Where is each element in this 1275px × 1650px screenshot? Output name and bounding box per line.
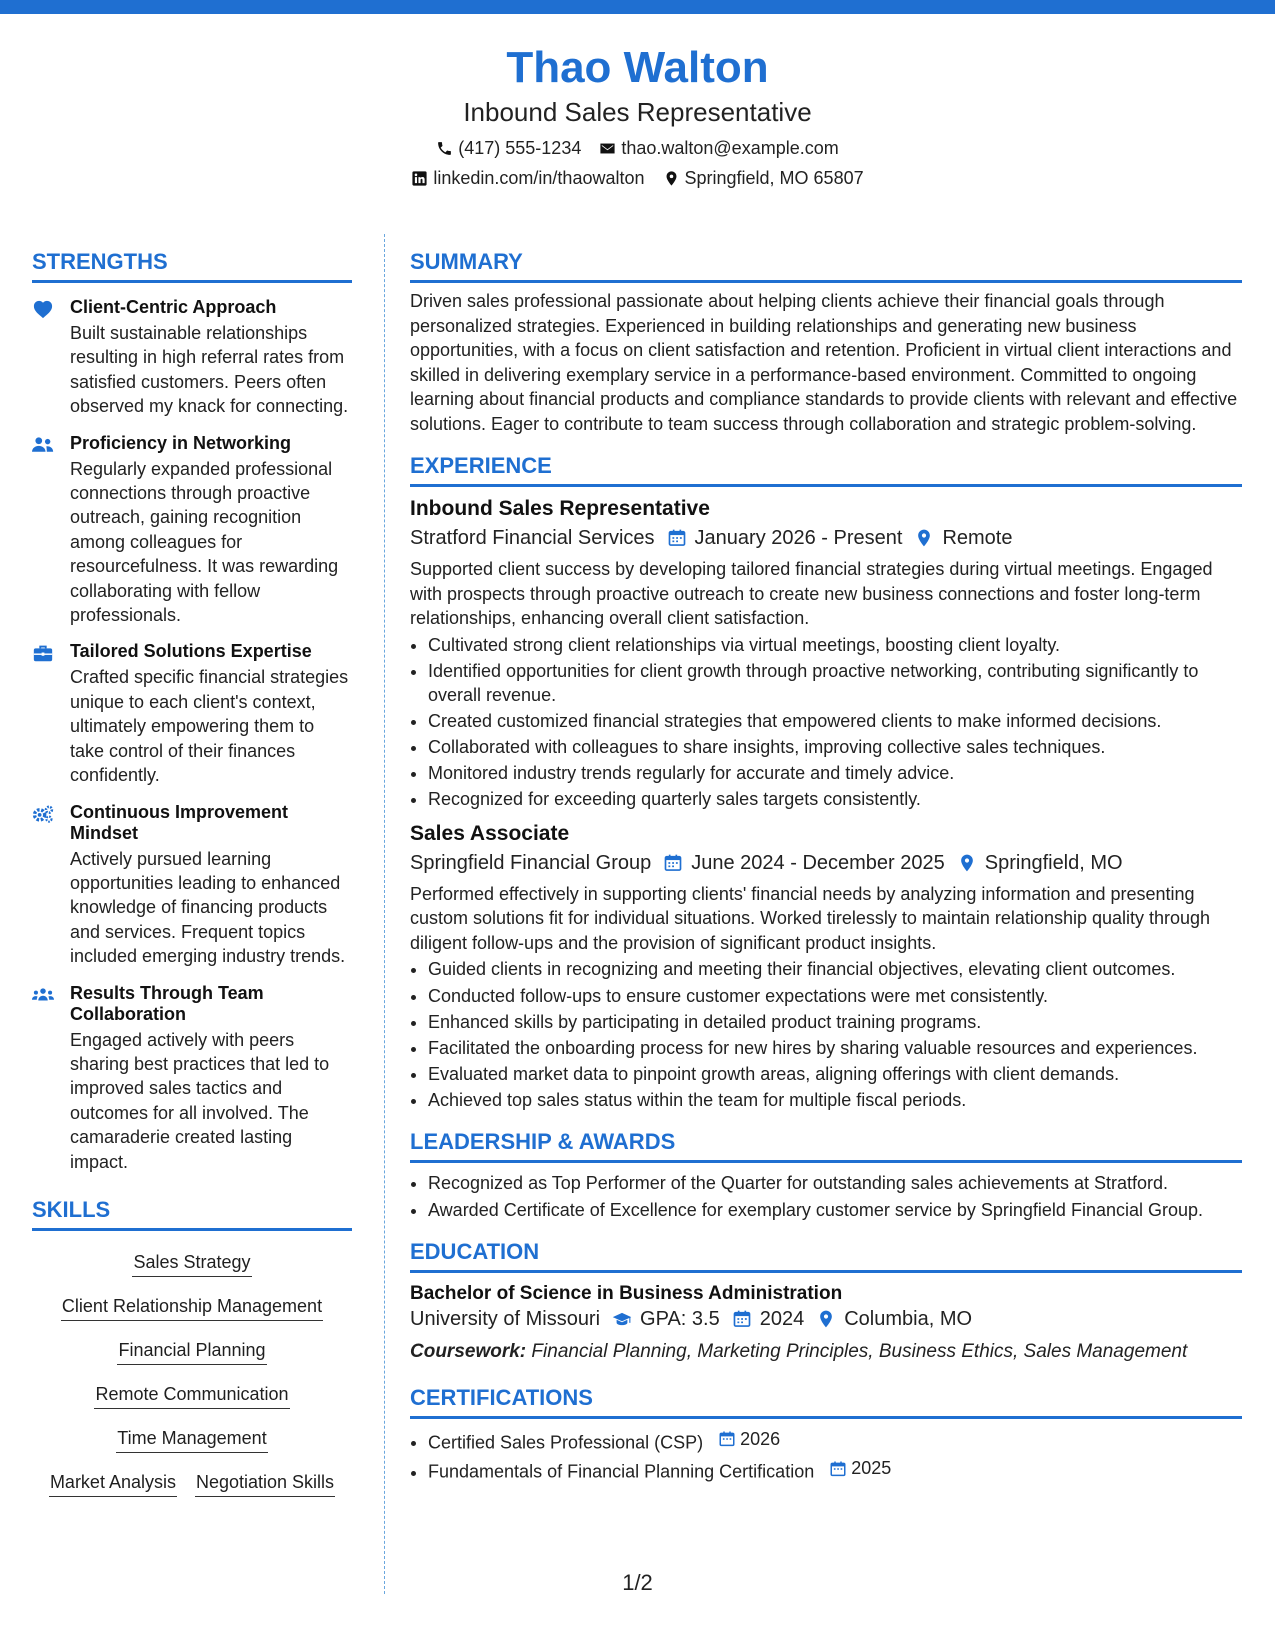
column-divider	[384, 234, 385, 1594]
certification-name: Fundamentals of Financial Planning Certification	[428, 1461, 815, 1482]
job-location: Remote	[942, 527, 1013, 549]
graduation-cap-icon	[612, 1309, 632, 1329]
coursework	[410, 1338, 1242, 1366]
skill-tag: Remote Communication	[94, 1382, 289, 1409]
job-bullet: • Created customized financial strategies that empowered clients to make informed decisions.	[428, 709, 1242, 734]
coursework-text: Financial Planning, Marketing Principles, Business Ethics, Sales Management	[531, 1341, 1188, 1363]
users-icon	[32, 435, 54, 455]
summary-text: Driven sales professional passionate about helping clients achieve their financial goals through personalized strategies. Experienced in building relationships and generating new business opportunities, with a focus on client satisfaction and retention. Proficient in virtual client interactions and skilled in delivering exemplary service in a performance-based environment. Committed to ongoing learning about financial products and compliance standards to provide clients with relevant and effective solutions. Eager to contribute to team success through collaboration and strategic problem-solving.	[410, 291, 1238, 434]
job-title: Inbound Sales Representative	[410, 497, 710, 520]
email-text: thao.walton@example.com	[621, 138, 839, 158]
coursework-label: Coursework:	[410, 1341, 527, 1363]
strength-text: Actively pursued learning opportunities leading to enhanced knowledge of financing products and services. Frequent topics included emerging industry trends.	[70, 848, 346, 967]
calendar-icon	[663, 853, 683, 873]
calendar-icon	[732, 1309, 752, 1329]
gears-icon	[32, 804, 54, 824]
candidate-role: Inbound Sales Representative	[463, 97, 812, 127]
job-location: Springfield, MO	[984, 851, 1123, 874]
experience-heading: EXPERIENCE	[410, 452, 1242, 487]
job-bullet: • Recognized for exceeding quarterly sales targets consistently.	[428, 787, 1242, 812]
company-name: Springfield Financial Group	[410, 851, 652, 874]
job-bullets	[410, 633, 1242, 812]
school-location: Columbia, MO	[844, 1308, 973, 1331]
phone-item	[436, 136, 581, 160]
skill-tag: Client Relationship Management	[61, 1294, 323, 1321]
certifications-list	[410, 1427, 1242, 1484]
phone-icon	[436, 140, 453, 157]
certification-name: Certified Sales Professional (CSP)	[428, 1432, 704, 1453]
summary-heading: SUMMARY	[410, 248, 1242, 283]
top-accent-bar	[0, 0, 1275, 14]
gpa-text: GPA: 3.5	[640, 1308, 720, 1331]
strength-item	[32, 297, 352, 419]
map-pin-icon	[816, 1309, 836, 1329]
certification-year: 2025	[851, 1458, 892, 1479]
calendar-icon	[667, 528, 687, 548]
graduation-year: 2024	[759, 1308, 805, 1331]
certification-item	[428, 1456, 1242, 1484]
phone-text: (417) 555-1234	[458, 138, 582, 158]
skill-tag: Financial Planning	[117, 1338, 266, 1365]
job-bullet: • Identified opportunities for client growth through proactive networking, contributing significantly to overall revenue.	[428, 659, 1242, 708]
job-description: Performed effectively in supporting clients' financial needs by analyzing information and presenting custom solutions fit for individual situations. Worked tirelessly to maintain relationship quality through diligent follow-ups and the provision of significant product insights.	[410, 883, 1211, 953]
job-bullet: • Evaluated market data to pinpoint growth areas, aligning offerings with client demands.	[428, 1062, 1242, 1087]
strength-title: Continuous Improvement Mindset	[70, 801, 289, 843]
school-name: University of Missouri	[410, 1308, 601, 1331]
strengths-heading: STRENGTHS	[32, 248, 352, 283]
job-title: Sales Associate	[410, 821, 570, 845]
strength-title: Proficiency in Networking	[70, 432, 292, 453]
job-dates: June 2024 - December 2025	[691, 851, 945, 874]
job-meta	[410, 848, 1242, 878]
skill-row	[49, 1461, 335, 1505]
strength-text: Crafted specific financial strategies unique to each client's context, ultimately empowering them to take control of their finances confidently.	[70, 667, 349, 786]
job-bullet: • Cultivated strong client relationships via virtual meetings, boosting client loyalty.	[428, 633, 1242, 658]
certifications-heading: CERTIFICATIONS	[410, 1384, 1242, 1419]
job-bullet: • Monitored industry trends regularly for accurate and timely advice.	[428, 761, 1242, 786]
map-pin-icon	[663, 170, 680, 187]
education-heading: EDUCATION	[410, 1238, 1242, 1273]
strength-title: Client-Centric Approach	[70, 297, 277, 317]
certification-item	[428, 1427, 1242, 1455]
email-item[interactable]	[599, 136, 838, 160]
job-description: Supported client success by developing tailored financial strategies during virtual meetings. Engaged with prospects through proactive outreach to create new business connections and foster long-term relationships, enhancing overall client satisfaction.	[410, 559, 1213, 628]
job-meta	[410, 523, 1242, 553]
strength-title: Results Through Team Collaboration	[70, 982, 264, 1024]
skill-tag: Market Analysis	[49, 1470, 177, 1497]
skill-tag: Negotiation Skills	[195, 1470, 335, 1497]
strength-text: Engaged actively with peers sharing best practices that led to improved sales tactics and outcomes for all involved. The camaraderie created lasting impact.	[70, 1029, 330, 1172]
company-name: Stratford Financial Services	[410, 527, 655, 549]
education-meta	[410, 1304, 1242, 1334]
awards-heading: LEADERSHIP & AWARDS	[410, 1128, 1242, 1163]
job-entry	[410, 820, 1242, 1112]
briefcase-icon	[32, 643, 54, 663]
job-dates: January 2026 - Present	[694, 527, 903, 549]
page-number: 1/2	[622, 1570, 653, 1595]
education-entry	[410, 1283, 1242, 1366]
left-column	[32, 248, 352, 1505]
calendar-icon	[829, 1460, 847, 1478]
location-text: Springfield, MO 65807	[684, 168, 864, 188]
skills-list	[32, 1241, 352, 1505]
award-item: • Recognized as Top Performer of the Quarter for outstanding sales achievements at Stratford.	[428, 1171, 1242, 1196]
candidate-name: Thao Walton	[506, 43, 769, 92]
job-bullet: • Facilitated the onboarding process for new hires by sharing valuable resources and experiences.	[428, 1036, 1242, 1061]
linkedin-item[interactable]	[411, 166, 644, 190]
strength-text: Regularly expanded professional connections through proactive outreach, gaining recognition among colleagues for resourcefulness. It was rewarding collaborating with fellow professionals.	[70, 458, 339, 626]
location-item	[663, 166, 864, 190]
skill-tag: Time Management	[116, 1426, 267, 1453]
job-bullet: • Guided clients in recognizing and meeting their financial objectives, elevating client outcomes.	[428, 957, 1242, 982]
award-item: • Awarded Certificate of Excellence for exemplary customer service by Springfield Financial Group.	[428, 1198, 1242, 1223]
certification-year: 2026	[740, 1429, 781, 1450]
skill-tag: Sales Strategy	[132, 1250, 251, 1277]
strength-text: Built sustainable relationships resulting in high referral rates from satisfied customers. Peers often observed my knack for connecting.	[70, 323, 349, 417]
calendar-icon	[718, 1430, 736, 1448]
job-bullet: • Conducted follow-ups to ensure customer expectations were met consistently.	[428, 984, 1242, 1009]
right-column	[410, 248, 1242, 1486]
map-pin-icon	[914, 528, 934, 548]
linkedin-icon	[411, 170, 428, 187]
map-pin-icon	[957, 853, 977, 873]
envelope-icon	[599, 140, 616, 157]
strength-item	[32, 433, 352, 628]
job-bullet: • Enhanced skills by participating in detailed product training programs.	[428, 1010, 1242, 1035]
contact-row-2	[0, 166, 1275, 190]
resume-header	[0, 42, 1275, 190]
strength-item	[32, 983, 352, 1174]
degree-title: Bachelor of Science in Business Administration	[410, 1283, 843, 1305]
skills-heading: SKILLS	[32, 1196, 352, 1231]
contact-row-1	[0, 136, 1275, 160]
job-bullet: • Collaborated with colleagues to share insights, improving collective sales techniques.	[428, 735, 1242, 760]
job-entry	[410, 495, 1242, 812]
strength-item	[32, 641, 352, 787]
team-icon	[32, 985, 54, 1005]
linkedin-text: linkedin.com/in/thaowalton	[433, 168, 645, 188]
job-bullet: • Achieved top sales status within the team for multiple fiscal periods.	[428, 1088, 1242, 1113]
heart-icon	[32, 299, 54, 319]
job-bullets	[410, 957, 1242, 1112]
awards-list	[410, 1171, 1242, 1222]
strength-title: Tailored Solutions Expertise	[70, 641, 312, 662]
strength-item	[32, 802, 352, 969]
